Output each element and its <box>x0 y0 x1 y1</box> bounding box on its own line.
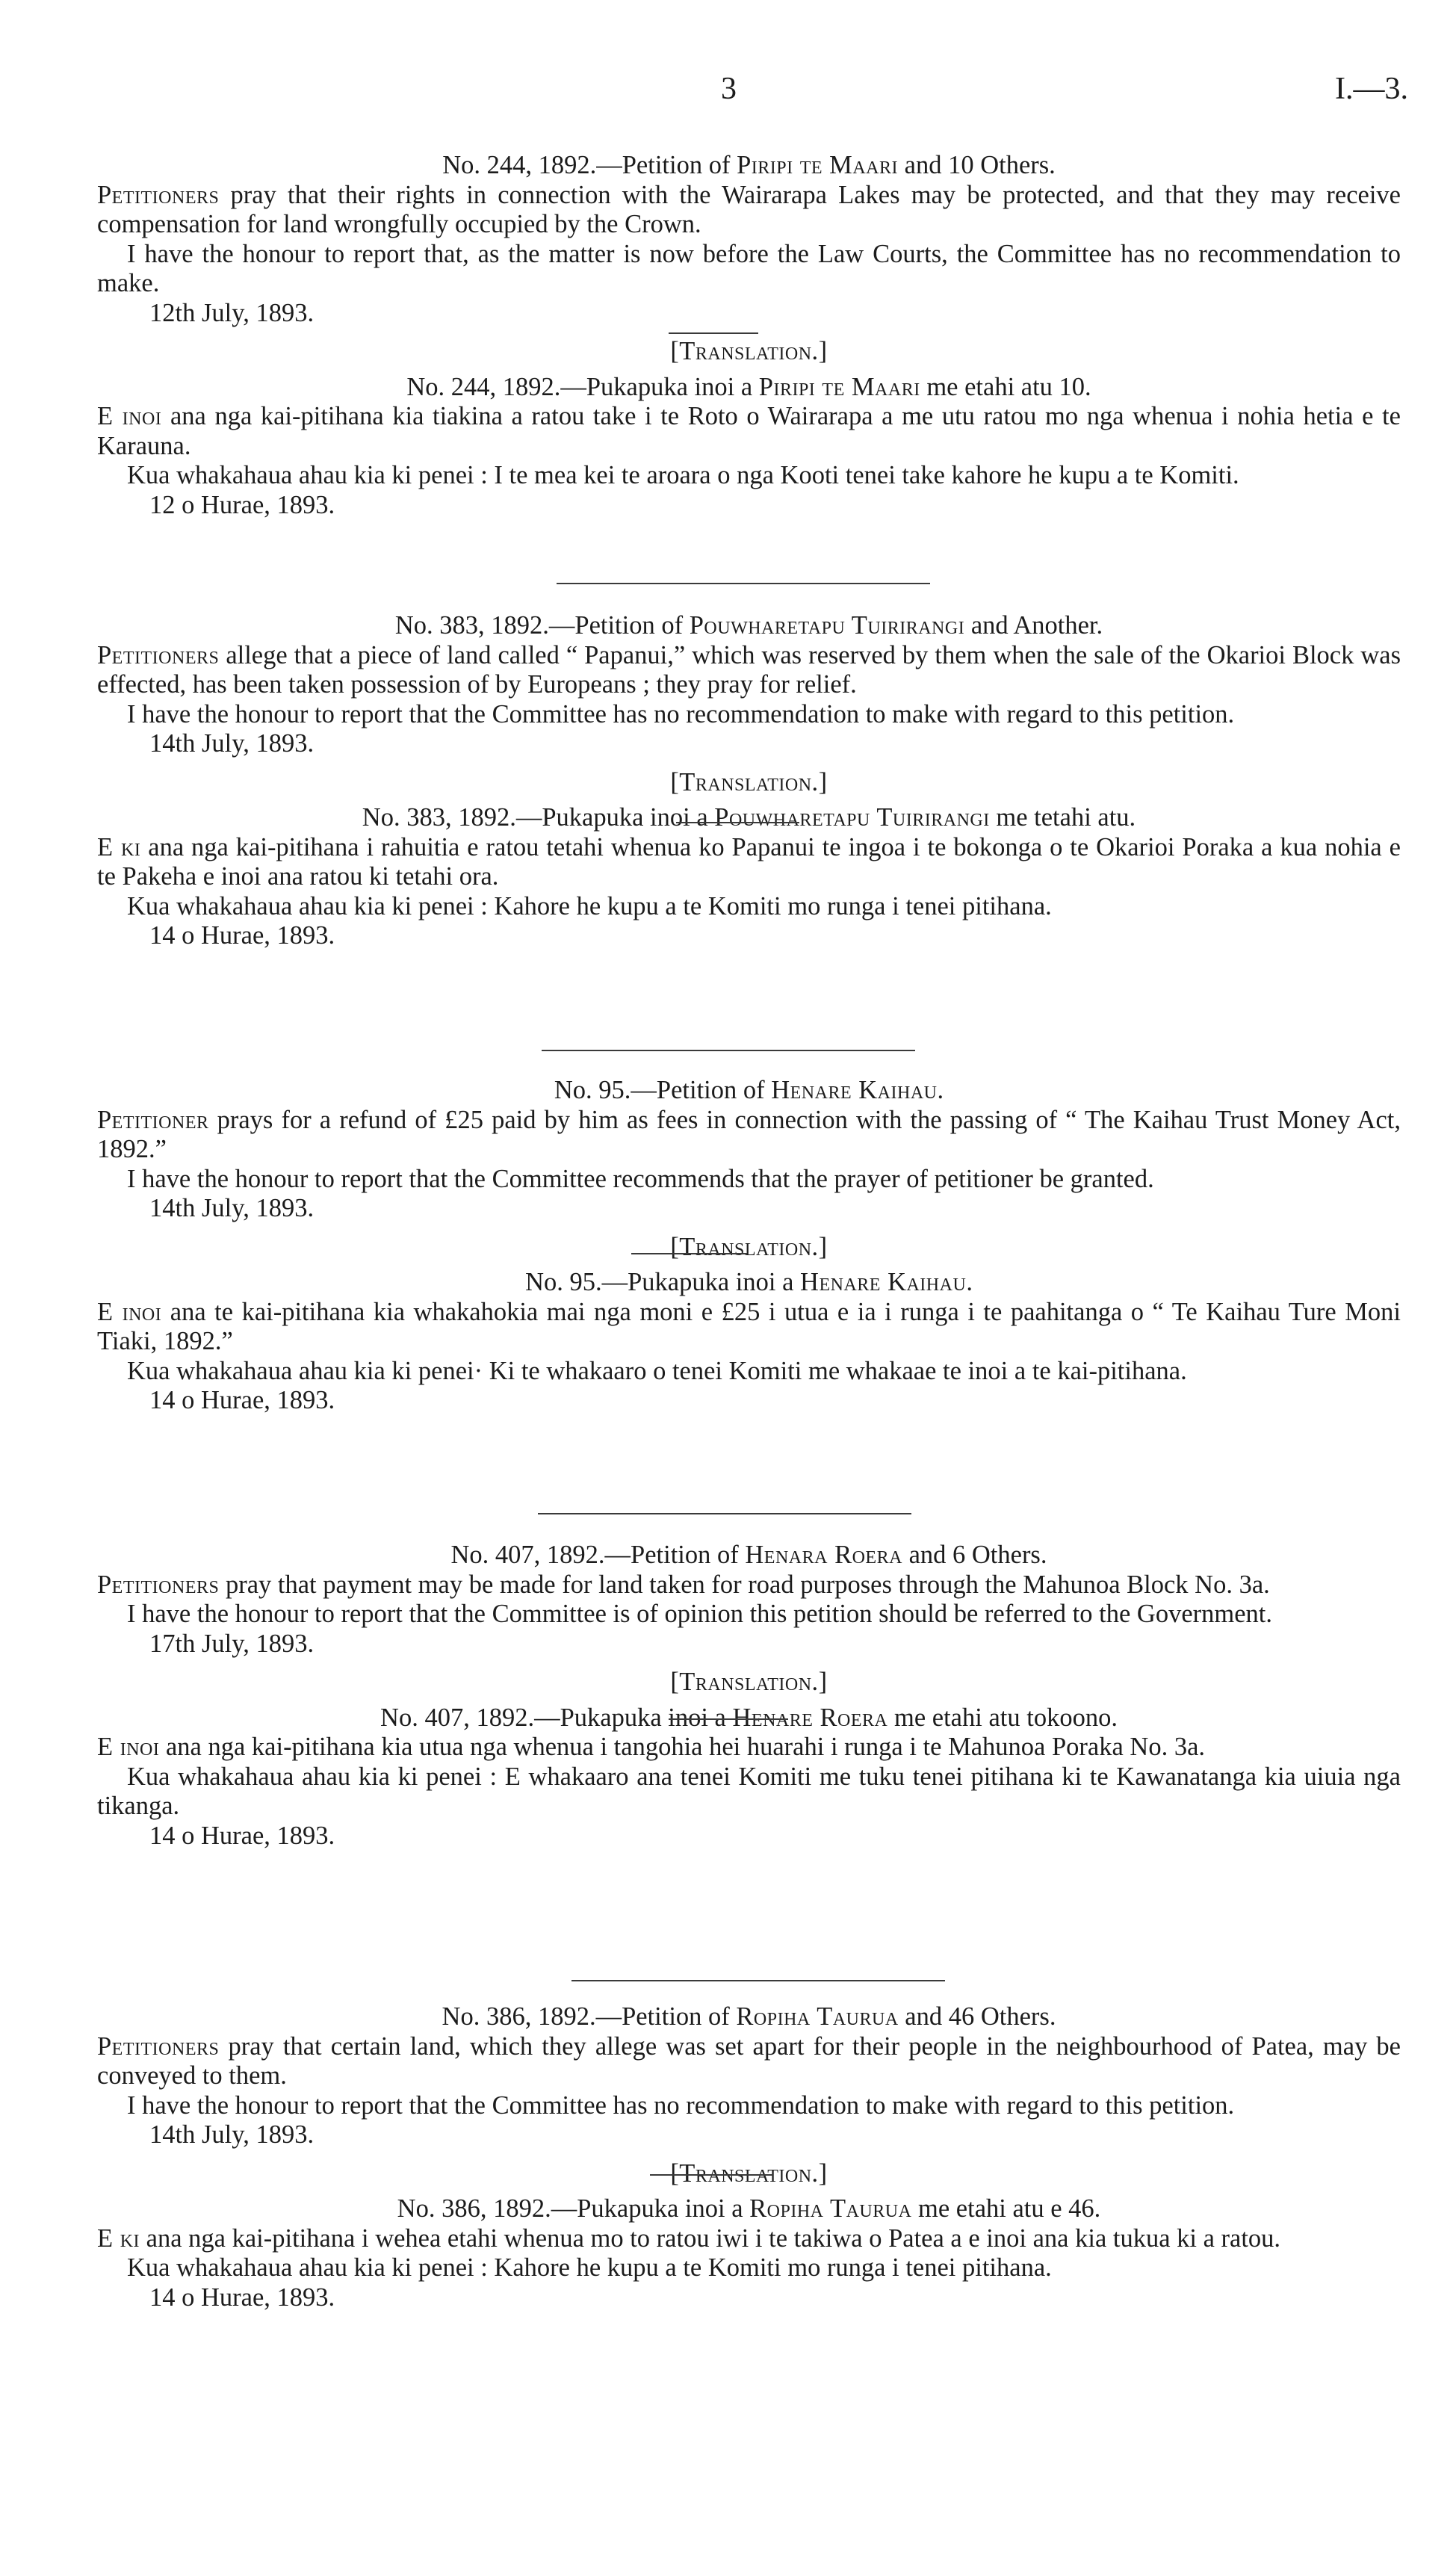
petition-heading: No. 244, 1892.—Petition of Piripi te Maari and 10 Others. <box>442 151 1056 179</box>
committee-report: I have the honour to report that the Committee has no recommendation to make with regard to this petition. <box>127 699 1235 728</box>
translation-label: [Translation.] <box>670 1232 828 1261</box>
translation-report: Kua whakahaua ahau kia ki penei : Kahore he kupu a te Komiti mo runga i tenei pitihana. <box>127 2253 1052 2282</box>
report-date: 14th July, 1893. <box>149 2120 315 2149</box>
petition-section <box>97 1541 1401 1851</box>
petition-section <box>97 2002 1401 2312</box>
translation-date: 12 o Hurae, 1893. <box>149 490 335 519</box>
petition-section <box>97 151 1401 520</box>
translation-label: [Translation.] <box>670 337 828 365</box>
translation-heading: No. 407, 1892.—Pukapuka inoi a Henare Roera me etahi atu tokoono. <box>380 1703 1118 1732</box>
petition-prayer: Petitioners pray that certain land, which they allege was set apart for their people in the neighbourhood of Patea, may be conveyed to them. <box>97 2031 1401 2090</box>
translation-label: [Translation.] <box>670 1668 828 1696</box>
page-header <box>0 72 1456 112</box>
petitioner-name: Ropiha Taurua <box>736 2002 899 2031</box>
petition-prayer: Petitioners allege that a piece of land called “ Papanui,” which was reserved by them when the sale of the Okarioi Block was effected, has been taken possession of by Europeans ; they pray for relief. <box>97 640 1401 699</box>
short-divider <box>669 1718 788 1720</box>
translation-heading: No. 383, 1892.—Pukapuka inoi a Pouwharetapu Tuirirangi me tetahi atu. <box>362 803 1136 832</box>
short-divider <box>650 2174 773 2176</box>
committee-report: I have the honour to report that, as the matter is now before the Law Courts, the Committee has no recommendation to make. <box>97 239 1401 297</box>
translation-prayer: E ki ana nga kai-pitihana i rahuitia e ratou tetahi whenua ko Papanui te ingoa i te bokonga o te Okarioi Poraka a kua nohia e te Pakeha e inoi ana ratou ki tetahi ora. <box>97 832 1401 891</box>
short-divider <box>631 1253 747 1254</box>
translation-date: 14 o Hurae, 1893. <box>149 921 335 950</box>
petition-heading: No. 386, 1892.—Petition of Ropiha Taurua and 46 Others. <box>442 2002 1056 2031</box>
translation-heading: No. 95.—Pukapuka inoi a Henare Kaihau. <box>525 1268 973 1296</box>
translation-label: [Translation.] <box>670 767 828 796</box>
section-divider <box>542 1050 915 1051</box>
section-divider <box>557 583 930 584</box>
petitioner-name: Henara Roera <box>745 1541 902 1569</box>
translation-report: Kua whakahaua ahau kia ki penei· Ki te whakaaro o tenei Komiti me whakaae te inoi a te kai-pitihana. <box>127 1356 1187 1385</box>
translation-report: Kua whakahaua ahau kia ki penei : Kahore he kupu a te Komiti mo runga i tenei pitihana. <box>127 891 1052 920</box>
translation-date: 14 o Hurae, 1893. <box>149 2283 335 2312</box>
petition-prayer: Petitioners pray that their rights in connection with the Wairarapa Lakes may be protected, and that they may receive compensation for land wrongfully occupied by the Crown. <box>97 180 1401 238</box>
petitioner-name: Henare Kaihau <box>771 1076 938 1104</box>
report-date: 17th July, 1893. <box>149 1629 315 1658</box>
section-divider <box>571 1980 945 1981</box>
report-date: 12th July, 1893. <box>149 298 315 327</box>
translation-prayer: E inoi ana nga kai-pitihana kia tiakina a ratou take i te Roto o Wairarapa a me utu ratou mo nga whenua i nohia hetia e te Karauna. <box>97 402 1401 460</box>
translation-prayer: E ki ana nga kai-pitihana i wehea etahi whenua mo to ratou iwi i te takiwa o Patea a e inoi ana kia tukua ki a ratou. <box>97 2223 1281 2253</box>
translation-label: [Translation.] <box>670 2158 828 2188</box>
petition-section <box>97 1076 1401 1416</box>
committee-report: I have the honour to report that the Committee recommends that the prayer of petitioner be granted. <box>127 1164 1154 1193</box>
report-date: 14th July, 1893. <box>149 729 315 758</box>
short-divider <box>676 822 799 823</box>
report-date: 14th July, 1893. <box>149 1194 315 1222</box>
petitioner-name: Pouwharetapu Tuirirangi <box>689 611 965 640</box>
document-reference: I.—3. <box>1335 72 1408 106</box>
petition-heading: No. 95.—Petition of Henare Kaihau. <box>554 1076 944 1104</box>
translation-date: 14 o Hurae, 1893. <box>149 1386 335 1414</box>
committee-report: I have the honour to report that the Committee is of opinion this petition should be referred to the Government. <box>127 1600 1272 1628</box>
petition-heading: No. 407, 1892.—Petition of Henara Roera and 6 Others. <box>450 1541 1047 1569</box>
page-number: 3 <box>721 72 737 106</box>
translation-prayer: E inoi ana nga kai-pitihana kia utua nga whenua i tangohia hei huarahi i runga i te Mahunoa Poraka No. 3a. <box>97 1733 1206 1761</box>
committee-report: I have the honour to report that the Committee has no recommendation to make with regard to this petition. <box>127 2091 1235 2120</box>
translation-heading: No. 386, 1892.—Pukapuka inoi a Ropiha Taurua me etahi atu e 46. <box>397 2194 1101 2223</box>
short-divider <box>669 332 758 334</box>
translation-date: 14 o Hurae, 1893. <box>149 1821 335 1850</box>
translation-heading: No. 244, 1892.—Pukapuka inoi a Piripi te Maari me etahi atu 10. <box>406 372 1091 401</box>
petition-prayer: Petitioner prays for a refund of £25 paid by him as fees in connection with the passing of “ The Kaihau Trust Money Act, 1892.” <box>97 1105 1401 1163</box>
petition-prayer: Petitioners pray that payment may be made for land taken for road purposes through the Mahunoa Block No. 3a. <box>97 1570 1270 1599</box>
translation-report: Kua whakahaua ahau kia ki penei : I te mea kei te aroara o nga Kooti tenei take kahore he kupu a te Komiti. <box>127 461 1239 489</box>
petition-section <box>97 611 1401 951</box>
petition-heading: No. 383, 1892.—Petition of Pouwharetapu Tuirirangi and Another. <box>394 611 1103 640</box>
translation-prayer: E inoi ana te kai-pitihana kia whakahokia mai nga moni e £25 i utua e ia i runga i te paahitanga o “ Te Kaihau Ture Moni Tiaki, 1892.” <box>97 1297 1401 1355</box>
translation-report: Kua whakahaua ahau kia ki penei : E whakaaro ana tenei Komiti me tuku tenei pitihana ki te Kawanatanga kia uiuia nga tikanga. <box>97 1762 1401 1820</box>
petitioner-name: Piripi te Maari <box>737 151 898 179</box>
section-divider <box>538 1513 911 1514</box>
